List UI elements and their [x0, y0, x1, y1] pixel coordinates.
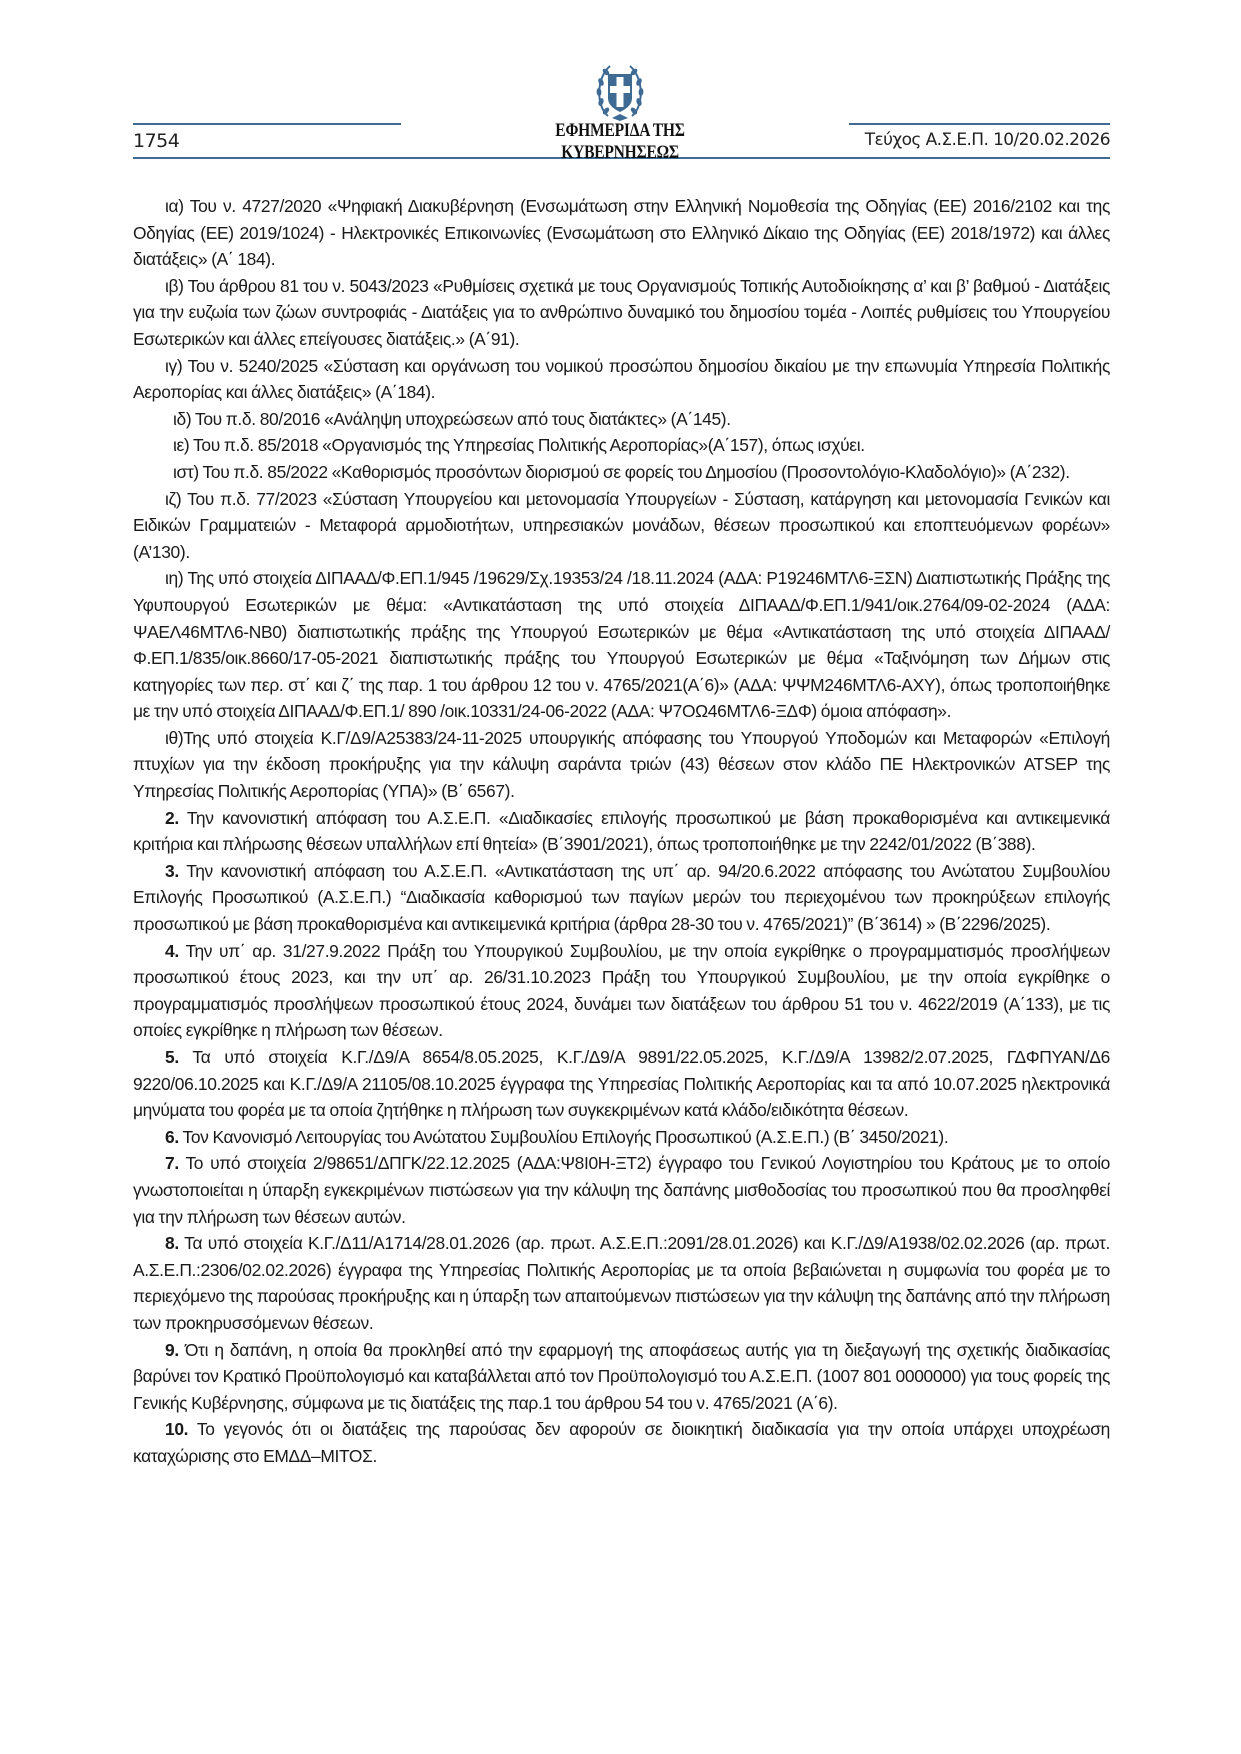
paragraph-text: Ότι η δαπάνη, η οποία θα προκληθεί από την εφαρμογή της αποφάσεως αυτής για τη διεξαγωγή της σχετικής διαδικασίας βαρύνει τον Κρατικό Προϋπολογισμό και καταβάλλεται από τον Προϋπολογισμό του Α.Σ.Ε.Π. (1007 801 0000000) για τους φορείς της Γενικής Κυβέρνησης, σύμφωνα με τις διατάξεις της παρ.1 του άρθρου 54 του ν. 4765/2021 (Α΄6).	[133, 1339, 1110, 1413]
paragraph-2	[133, 805, 1110, 858]
paragraph-5	[133, 1044, 1110, 1124]
paragraph-text: Το γεγονός ότι οι διατάξεις της παρούσας δεν αφορούν σε διοικητική διαδικασία για την οποία υπάρχει υποχρέωση καταχώρισης στο ΕΜΔΔ–ΜΙΤΟΣ.	[133, 1419, 1110, 1466]
paragraph-6	[133, 1124, 1110, 1151]
gazette-title: ΕΦΗΜΕΡΙΔΑ ΤΗΣ ΚΥΒΕΡΝΗΣΕΩΣ	[555, 120, 685, 163]
paragraph-number: 9.	[165, 1339, 179, 1360]
paragraph-number: 4.	[165, 940, 179, 961]
paragraph-ia	[133, 193, 1110, 273]
paragraph-ih	[133, 565, 1110, 725]
paragraph-10	[133, 1416, 1110, 1469]
paragraph-ist	[133, 459, 1110, 486]
paragraph-text: ιβ) Του άρθρου 81 του ν. 5043/2023 «Ρυθμίσεις σχετικά με τους Οργανισμούς Τοπικής Αυτοδιοίκησης α’ και β’ βαθμού - Διατάξεις για την ευζωία των ζώων συντροφιάς - Διατάξεις για το ανθρώπινο δυναμικό του δημοσίου τομέα - Λοιπές ρυθμίσεις του Υπουργείου Εσωτερικών και άλλες επείγουσες διατάξεις.» (Α΄91).	[133, 275, 1110, 349]
paragraph-ib	[133, 273, 1110, 353]
paragraph-number: 8.	[165, 1233, 179, 1254]
greek-coat-of-arms-icon	[594, 60, 646, 124]
paragraph-3	[133, 858, 1110, 938]
header-rule-left	[133, 123, 401, 125]
issue-info: Τεύχος Α.Σ.Ε.Π. 10/20.02.2026	[864, 130, 1110, 150]
paragraph-text: Την κανονιστική απόφαση του Α.Σ.Ε.Π. «Διαδικασίες επιλογής προσωπικού με βάση προκαθορισμένα και αντικειμενικά κριτήρια και πλήρωσης θέσεων υπαλλήλων επί θητεία» (Β΄3901/2021), όπως τροποποιήθηκε με την 2242/01/2022 (Β΄388).	[133, 807, 1110, 855]
paragraph-text: ια) Του ν. 4727/2020 «Ψηφιακή Διακυβέρνηση (Ενσωμάτωση στην Ελληνική Νομοθεσία της Οδηγίας (ΕΕ) 2016/2102 και της Οδηγίας (ΕΕ) 2019/1024) - Ηλεκτρονικές Επικοινωνίες (Ενσωμάτωση στο Ελληνικό Δίκαιο της Οδηγίας (ΕΕ) 2018/1972) και άλλες διατάξεις» (Α΄ 184).	[133, 196, 1110, 270]
paragraph-number: 7.	[165, 1153, 179, 1174]
paragraph-text: Την κανονιστική απόφαση του Α.Σ.Ε.Π. «Αντικατάσταση της υπ΄ αρ. 94/20.6.2022 απόφασης του Ανώτατου Συμβουλίου Επιλογής Προσωπικού (Α.Σ.Ε.Π.) “Διαδικασία καθορισμού των παγίων μερών του περιεχομένου των προκηρύξεων επιλογής προσωπικού με βάση προκαθορισμένα και αντικειμενικά κριτήρια (άρθρα 28-30 του ν. 4765/2021)” (Β΄3614) » (Β΄2296/2025).	[133, 860, 1110, 935]
paragraph-ie	[133, 432, 1110, 459]
paragraph-text: Τα υπό στοιχεία Κ.Γ./Δ9/Α 8654/8.05.2025, Κ.Γ./Δ9/Α 9891/22.05.2025, Κ.Γ./Δ9/Α 13982/2.07.2025, ΓΔΦΠΥΑΝ/Δ6 9220/06.10.2025 και Κ.Γ./Δ9/Α 21105/08.10.2025 έγγραφα της Υπηρεσίας Πολιτικής Αεροπορίας και τα από 10.07.2025 ηλεκτρονικά μηνύματα του φορέα με τα οποία ζητήθηκε η πλήρωση των συγκεκριμένων κατά κλάδο/ειδικότητα θέσεων.	[133, 1047, 1110, 1121]
paragraph-7	[133, 1150, 1110, 1230]
paragraph-ig	[133, 353, 1110, 406]
paragraph-ith	[133, 725, 1110, 805]
paragraph-text: ιη) Της υπό στοιχεία ΔΙΠΑΑΔ/Φ.ΕΠ.1/945 /19629/Σχ.19353/24 /18.11.2024 (ΑΔΑ: Ρ19246ΜΤΛ6-ΞΣΝ) Διαπιστωτικής Πράξης της Υφυπουργού Εσωτερικών με θέμα: «Αντικατάσταση της υπό στοιχεία ΔΙΠΑΑΔ/Φ.ΕΠ.1/941/οικ.2764/09-02-2024 (ΑΔΑ: ΨΑΕΛ46ΜΤΛ6-ΝΒ0) διαπιστωτικής πράξης της Υπουργού Εσωτερικών με θέμα «Αντικατάσταση της υπό στοιχεία ΔΙΠΑΑΔ/Φ.ΕΠ.1/835/οικ.8660/17-05-2021 διαπιστωτικής πράξης του Υπουργού Εσωτερικών με θέμα «Ταξινόμηση των Δήμων στις κατηγορίες των περ. στ΄ και ζ΄ της παρ. 1 του άρθρου 12 του ν. 4765/2021(Α΄6)» (ΑΔΑ: ΨΨΜ246ΜΤΛ6-ΑΧΥ), όπως τροποποιήθηκε με την υπό στοιχεία ΔΙΠΑΑΔ/Φ.ΕΠ.1/ 890 /οικ.10331/24-06-2022 (ΑΔΑ: Ψ7ΟΩ46ΜΤΛ6-ΞΔΦ) όμοια απόφαση».	[133, 568, 1110, 722]
paragraph-number: 2.	[165, 807, 179, 828]
paragraph-text: ιγ) Του ν. 5240/2025 «Σύσταση και οργάνωση του νομικού προσώπου δημοσίου δικαίου με την επωνυμία Υπηρεσία Πολιτικής Αεροπορίας και άλλες διατάξεις» (Α΄184).	[133, 355, 1110, 403]
paragraph-text: Τα υπό στοιχεία Κ.Γ./Δ11/Α1714/28.01.2026 (αρ. πρωτ. Α.Σ.Ε.Π.:2091/28.01.2026) και Κ.Γ./Δ9/Α1938/02.02.2026 (αρ. πρωτ. Α.Σ.Ε.Π.:2306/02.02.2026) έγγραφα της Υπηρεσίας Πολιτικής Αεροπορίας με τα οποία βεβαιώνεται η συμφωνία του φορέα με το περιεχόμενο της παρούσας προκήρυξης και η ύπαρξη των απαιτούμενων πιστώσεων για την κάλυψη της δαπάνης από την πλήρωση των προκηρυσσόμενων θέσεων.	[133, 1233, 1110, 1333]
paragraph-4	[133, 938, 1110, 1044]
paragraph-number: 10.	[165, 1419, 189, 1440]
paragraph-text: ιζ) Του π.δ. 77/2023 «Σύσταση Υπουργείου και μετονομασία Υπουργείων - Σύσταση, κατάργηση και μετονομασία Γενικών και Ειδικών Γραμματειών - Μεταφορά αρμοδιοτήτων, υπηρεσιακών μονάδων, θέσεων προσωπικού και εποπτευόμενων φορέων» (Α’130).	[133, 488, 1110, 562]
paragraph-8	[133, 1230, 1110, 1336]
document-body	[133, 193, 1110, 1470]
paragraph-text: ιδ) Του π.δ. 80/2016 «Ανάληψη υποχρεώσεων από τους διατάκτες» (Α΄145).	[173, 408, 731, 429]
paragraph-text: ιθ)Της υπό στοιχεία Κ.Γ/Δ9/Α25383/24-11-2025 υπουργικής απόφασης του Υπουργού Υποδομών και Μεταφορών «Επιλογή πτυχίων για την έκδοση προκήρυξης για την κάλυψη σαράντα τριών (43) θέσεων στον κλάδο ΠΕ Ηλεκτρονικών ATSEP της Υπηρεσίας Πολιτικής Αεροπορίας (ΥΠΑ)» (Β΄ 6567).	[133, 727, 1110, 802]
paragraph-9	[133, 1337, 1110, 1417]
header-rule-right	[849, 123, 1110, 125]
paragraph-number: 3.	[165, 860, 179, 881]
paragraph-text: ιστ) Του π.δ. 85/2022 «Καθορισμός προσόντων διορισμού σε φορείς του Δημοσίου (Προσοντολόγιο-Κλαδολόγιο)» (Α΄232).	[173, 461, 1070, 482]
paragraph-number: 5.	[165, 1047, 179, 1067]
page-number: 1754	[133, 130, 180, 152]
paragraph-text: Τον Κανονισμό Λειτουργίας του Ανώτατου Συμβουλίου Επιλογής Προσωπικού (Α.Σ.Ε.Π.) (Β΄ 3450/2021).	[178, 1126, 949, 1147]
paragraph-text: Το υπό στοιχεία 2/98651/ΔΠΓΚ/22.12.2025 (ΑΔΑ:Ψ8Ι0Η-ΞΤ2) έγγραφο του Γενικού Λογιστηρίου του Κράτους με το οποίο γνωστοποιείται η ύπαρξη εγκεκριμένων πιστώσεων για την κάλυψη της δαπάνης μισθοδοσίας του προσωπικού που θα προσληφθεί για την πλήρωση των θέσεων αυτών.	[133, 1153, 1110, 1227]
paragraph-id	[133, 406, 1110, 433]
paragraph-iz	[133, 486, 1110, 566]
paragraph-number: 6.	[165, 1126, 179, 1147]
paragraph-text: Την υπ΄ αρ. 31/27.9.2022 Πράξη του Υπουργικού Συμβουλίου, με την οποία εγκρίθηκε ο προγραμματισμός προσλήψεων προσωπικού έτους 2023, και την υπ΄ αρ. 26/31.10.2023 Πράξη του Υπουργικού Συμβουλίου, με την οποία εγκρίθηκε ο προγραμματισμός προσλήψεων προσωπικού έτους 2024, δυνάμει των διατάξεων του άρθρου 51 του ν. 4622/2019 (Α΄133), με τις οποίες εγκρίθηκε η πλήρωση των θέσεων.	[133, 940, 1110, 1041]
paragraph-text: ιε) Του π.δ. 85/2018 «Οργανισμός της Υπηρεσίας Πολιτικής Αεροπορίας»(Α΄157), όπως ισχύει.	[173, 435, 865, 456]
